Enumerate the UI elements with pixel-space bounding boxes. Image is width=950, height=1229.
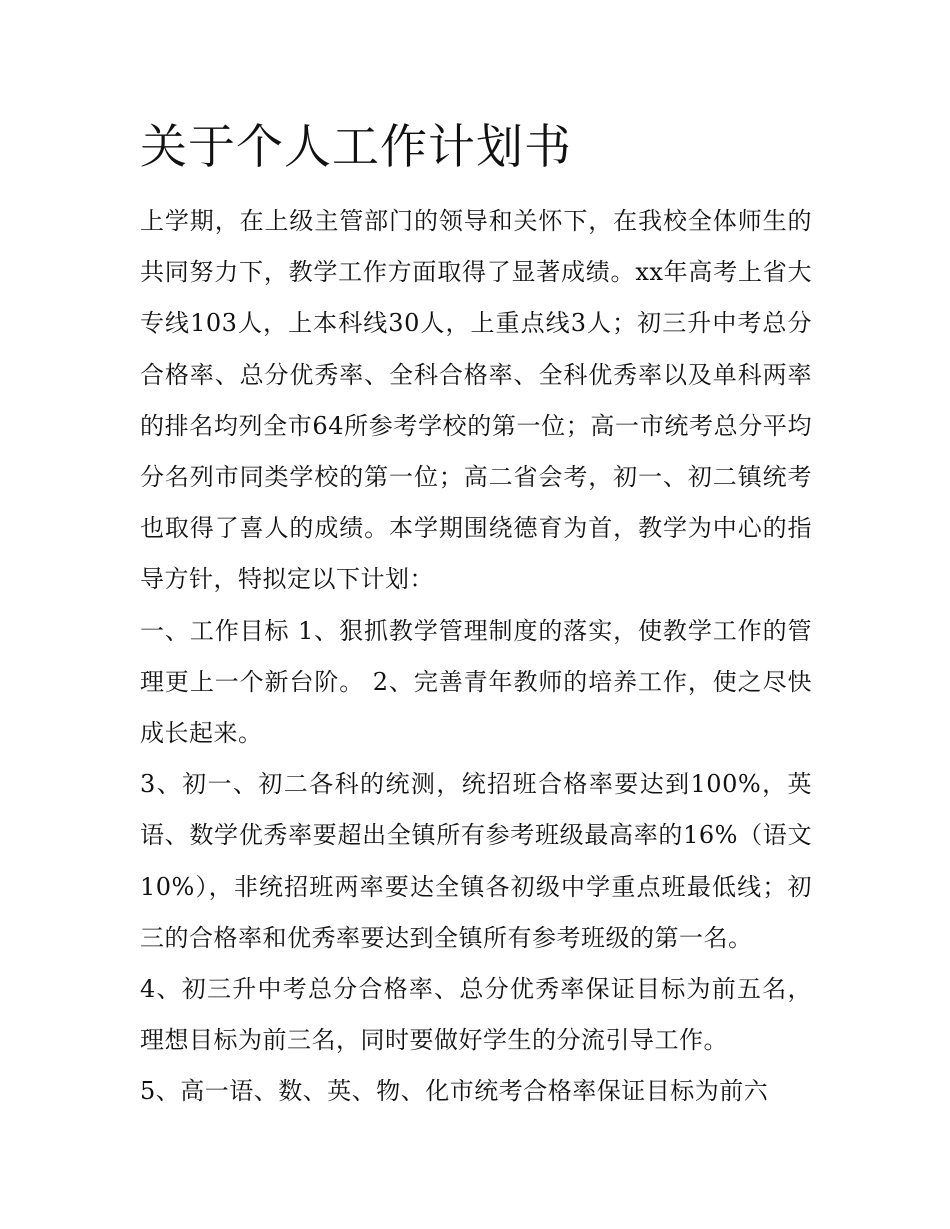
- document-body: [140, 196, 812, 1118]
- document-title: 关于个人工作计划书: [140, 120, 572, 175]
- paragraph-goal-3: 3、初一、初二各科的统测，统招班合格率要达到100%，英语、数学优秀率要超出全镇所有参考班级最高率的16%（语文10%），非统招班两率要达全镇各初级中学重点班最低线；初三的合格率和优秀率要达到全镇所有参考班级的第一名。: [140, 770, 812, 952]
- paragraph-intro: 上学期，在上级主管部门的领导和关怀下，在我校全体师生的共同努力下，教学工作方面取得了显著成绩。xx年高考上省大专线103人，上本科线30人，上重点线3人；初三升中考总分合格率、总分优秀率、全科合格率、全科优秀率以及单科两率的排名均列全市64所参考学校的第一位；高一市统考总分平均分名列市同类学校的第一位；高二省会考，初一、初二镇统考也取得了喜人的成绩。本学期围绕德育为首，教学为中心的指导方针，特拟定以下计划：: [140, 207, 812, 594]
- paragraph-goals-1-2: 一、工作目标 1、狠抓教学管理制度的落实，使教学工作的管理更上一个新台阶。 2、完善青年教师的培养工作，使之尽快成长起来。: [140, 616, 812, 748]
- paragraph-goal-4: 4、初三升中考总分合格率、总分优秀率保证目标为前五名，理想目标为前三名，同时要做好学生的分流引导工作。: [140, 975, 812, 1055]
- paragraph-goal-5: 5、高一语、数、英、物、化市统考合格率保证目标为前六: [140, 1077, 769, 1106]
